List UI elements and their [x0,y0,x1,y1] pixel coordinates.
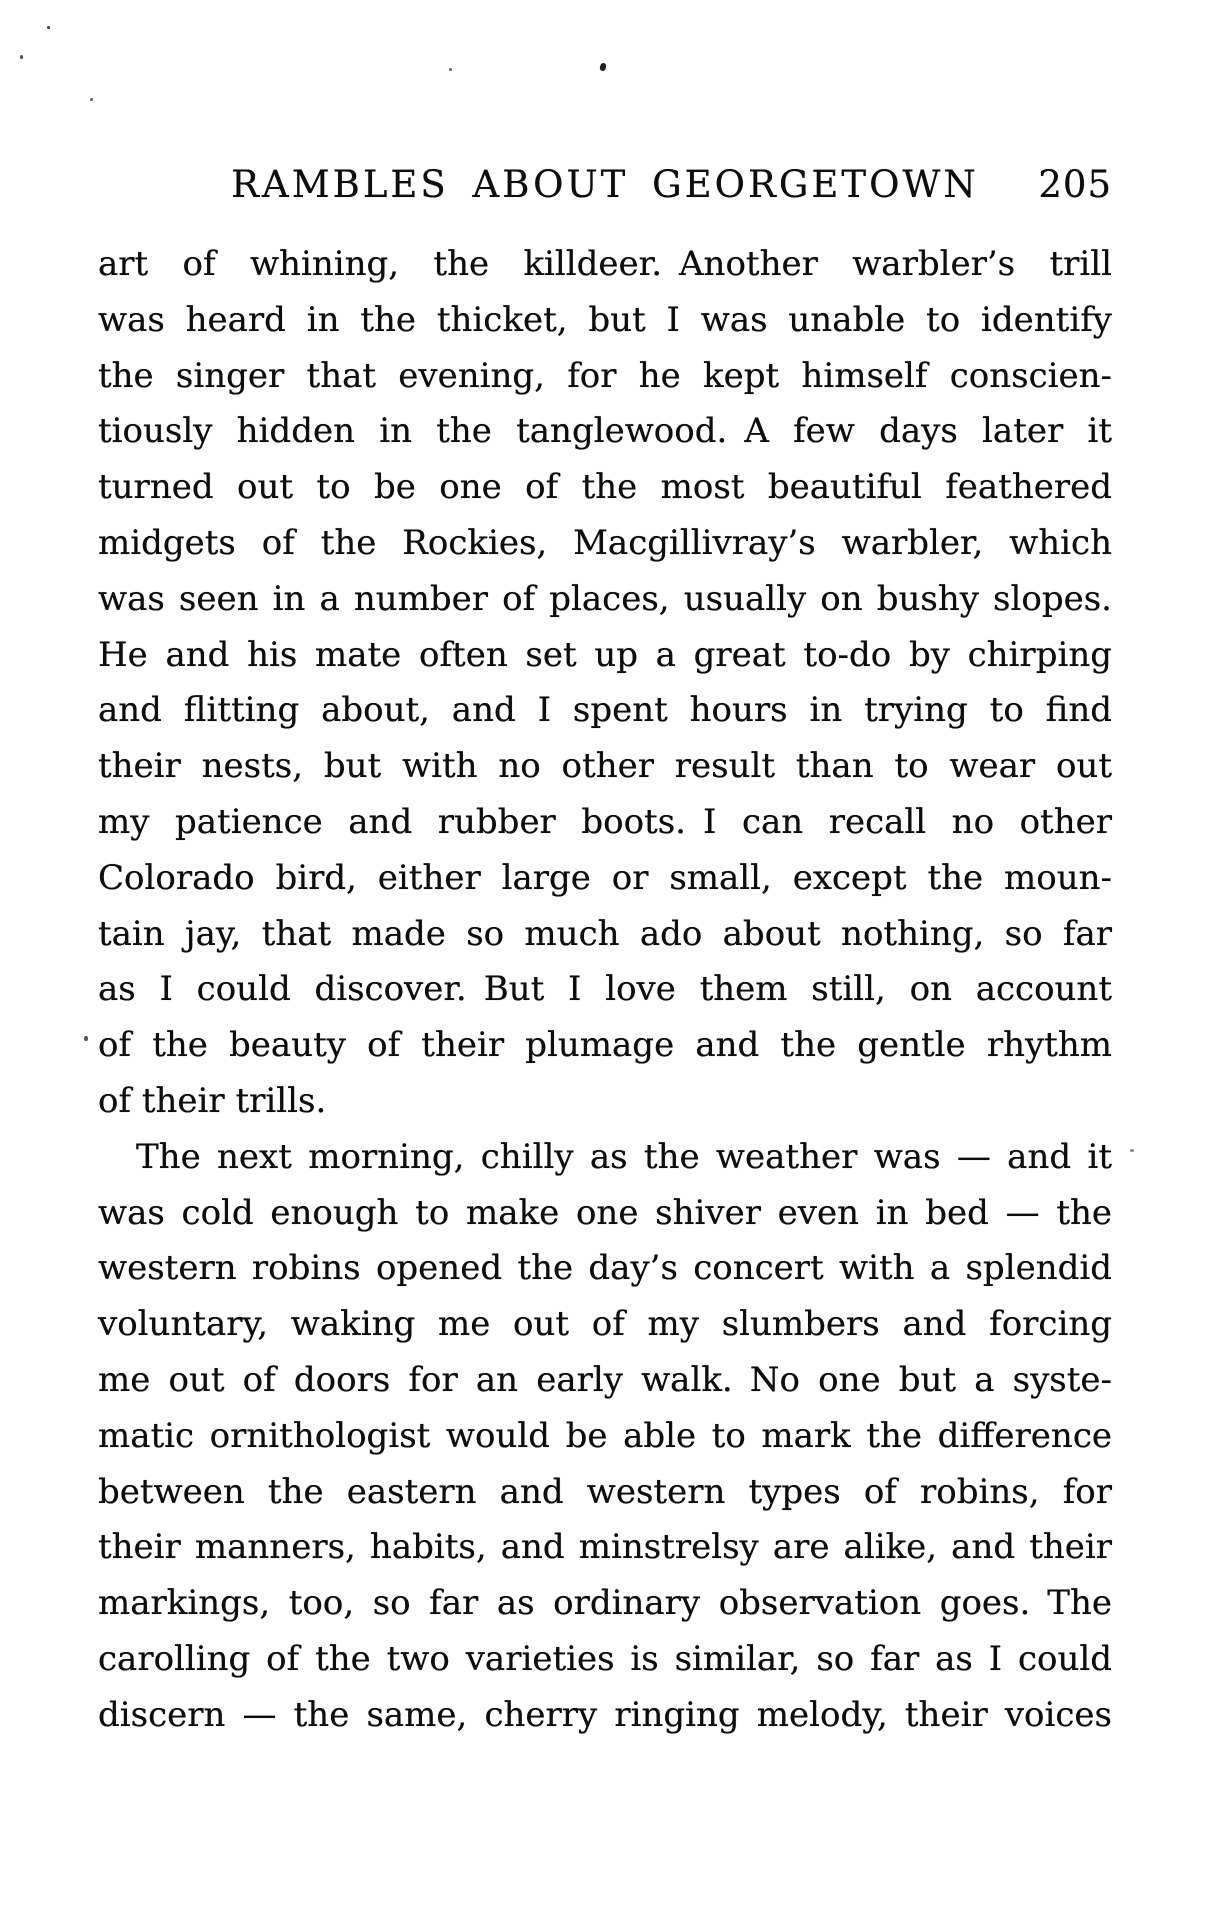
text-line: matic ornithologist would be able to mark the difference [98,1415,1112,1456]
text-line: between the eastern and western types of robins, for [98,1471,1112,1512]
text-line: was seen in a number of places, usually on bushy slopes. [98,578,1112,619]
page-text-block [98,237,1112,1744]
text-line: tain jay, that made so much ado about nothing, so far [98,913,1112,954]
text-line: and flitting about, and I spent hours in trying to find [98,690,1112,731]
scan-speck [1130,1149,1134,1152]
text-line: the singer that evening, for he kept himself conscien- [98,355,1112,396]
text-line: voluntary, waking me out of my slumbers and forcing [98,1304,1112,1345]
text-line: their manners, habits, and minstrelsy are alike, and their [98,1527,1112,1568]
page-number: 205 [1038,163,1112,206]
text-line: He and his mate often set up a great to-do by chirping [98,634,1112,675]
text-line: Colorado bird, either large or small, except the moun- [98,857,1112,898]
running-head [98,164,1112,206]
text-line-paragraph-end: of their trills. [98,1080,327,1121]
text-line: carolling of the two varieties is similar, so far as I could [98,1638,1112,1679]
text-line: was heard in the thicket, but I was unable to identify [98,299,1112,340]
text-line: their nests, but with no other result than to wear out [98,746,1112,787]
text-line: tiously hidden in the tanglewood. A few days later it [98,411,1112,452]
text-line: art of whining, the killdeer. Another warbler’s trill [98,244,1112,284]
scan-speck [47,26,50,29]
text-line: discern — the same, cherry ringing melody, their voices [98,1694,1112,1735]
running-head-title: RAMBLES ABOUT GEORGETOWN [231,163,979,206]
scan-speck [449,68,452,71]
text-line: of the beauty of their plumage and the gentle rhythm [98,1025,1112,1066]
scan-speck [20,55,23,59]
text-line: my patience and rubber boots. I can recall no other [98,801,1112,842]
text-line: western robins opened the day’s concert with a splendid [98,1248,1112,1289]
scan-speck [599,62,607,71]
text-line: markings, too, so far as ordinary observation goes. The [98,1583,1112,1624]
text-line: me out of doors for an early walk. No one but a syste- [98,1359,1112,1400]
text-line: turned out to be one of the most beautiful feathered [98,467,1112,508]
text-line: was cold enough to make one shiver even in bed — the [98,1192,1112,1233]
scan-speck [90,98,93,101]
scan-speck [84,1036,88,1041]
text-line: midgets of the Rockies, Macgillivray’s warbler, which [98,522,1112,563]
text-line-paragraph-start: The next morning, chilly as the weather was — and it [136,1136,1112,1177]
text-line: as I could discover. But I love them still, on account [98,969,1112,1010]
